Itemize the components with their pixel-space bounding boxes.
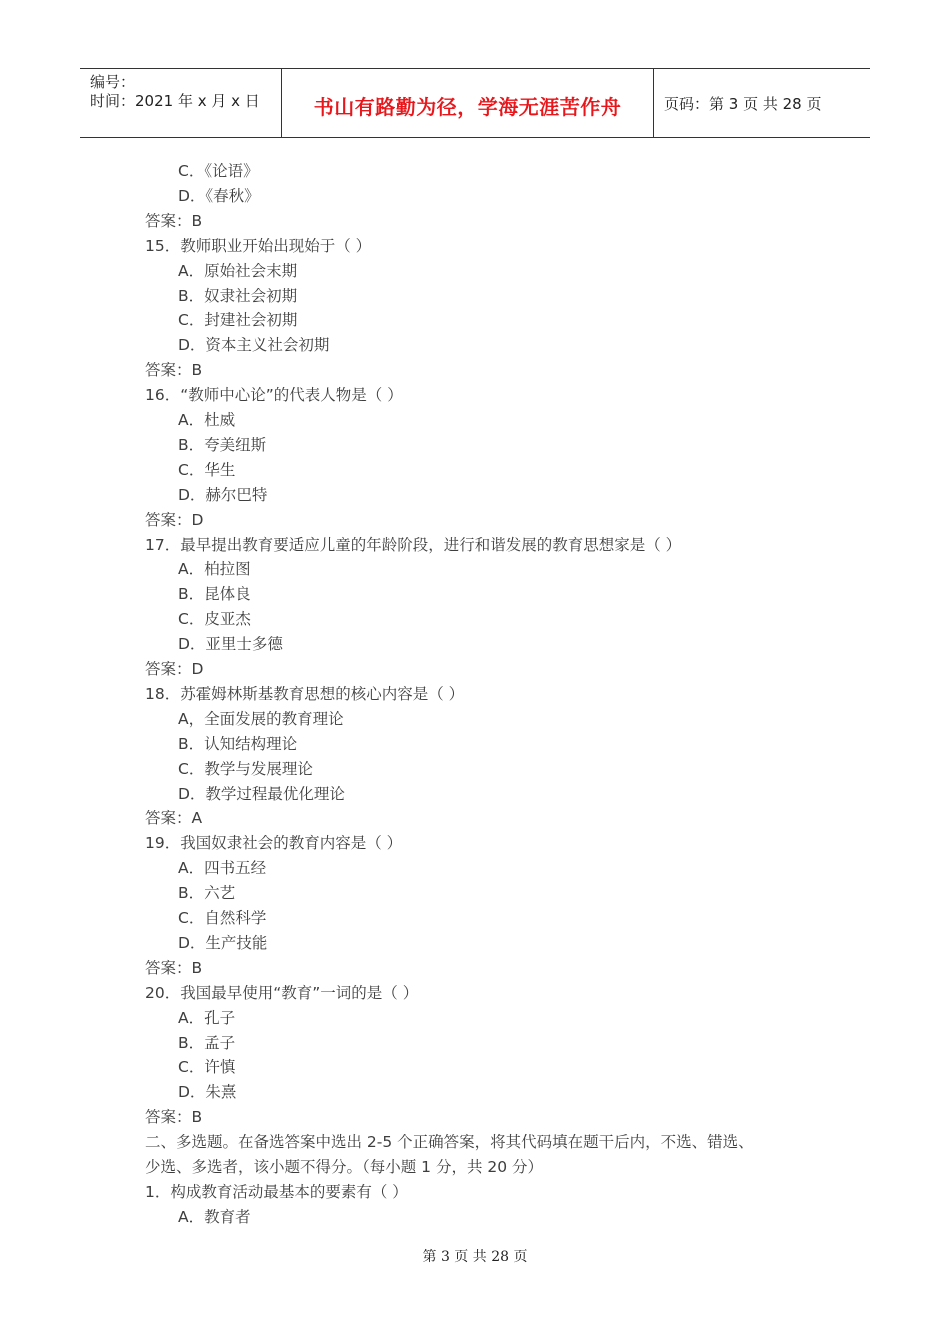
option-text: D．生产技能: [178, 933, 268, 952]
option-text: C．皮亚杰: [178, 610, 251, 629]
option-text: A．原始社会末期: [178, 261, 298, 280]
answer-text: 答案：B: [145, 211, 203, 230]
answer-text: 答案：D: [145, 660, 204, 678]
document-number-label: 编号：: [90, 73, 136, 91]
question-text: 19．我国奴隶社会的教育内容是（ ）: [145, 834, 403, 853]
option-text: D．朱熹: [178, 1083, 237, 1102]
option-text: A．柏拉图: [178, 560, 251, 579]
answer-text: 答案：B: [145, 958, 203, 977]
option-text: D．教学过程最优化理论: [178, 784, 345, 803]
question-text: 16．“教师中心论”的代表人物是（ ）: [145, 386, 403, 405]
option-text: B．昆体良: [178, 585, 251, 604]
option-text: C．教学与发展理论: [178, 759, 313, 778]
option-text: A．教育者: [178, 1207, 251, 1226]
header-motto-cell: [282, 69, 654, 137]
option-text: C．封建社会初期: [178, 311, 298, 330]
option-text: A，全面发展的教育理论: [178, 709, 344, 728]
option-text: C．《论语》: [178, 162, 259, 180]
header-page-number: 页码：第 3 页 共 28 页: [664, 95, 822, 113]
header-motto: 书山有路勤为径，学海无涯苦作舟: [313, 95, 622, 119]
option-text: B．六艺: [178, 884, 236, 903]
answer-text: 答案：B: [145, 1108, 203, 1127]
question-text: 15．教师职业开始出现始于（ ）: [145, 236, 372, 255]
section-instruction: 二、多选题。在备选答案中选出 2-5 个正确答案，将其代码填在题干后内，不选、错选、: [145, 1133, 754, 1152]
section-instruction: 少选、多选者，该小题不得分。（每小题 1 分，共 20 分）: [145, 1158, 544, 1176]
question-text: 18．苏霍姆林斯基教育思想的核心内容是（ ）: [145, 684, 465, 703]
option-text: B．孟子: [178, 1033, 236, 1052]
option-text: D．资本主义社会初期: [178, 336, 330, 355]
answer-text: 答案：B: [145, 361, 203, 380]
answer-text: 答案：D: [145, 510, 204, 529]
option-text: A．孔子: [178, 1008, 236, 1027]
page-footer: 第 3 页 共 28 页: [422, 1249, 528, 1265]
question-text: 1．构成教育活动最基本的要素有（ ）: [145, 1182, 408, 1201]
header-page-cell: [654, 69, 870, 137]
header-info-cell: [80, 69, 282, 137]
option-text: C．自然科学: [178, 909, 267, 927]
option-text: B．奴隶社会初期: [178, 286, 298, 305]
option-text: A．杜威: [178, 411, 236, 429]
option-text: C．许慎: [178, 1058, 236, 1077]
option-text: B．认知结构理论: [178, 734, 298, 753]
option-text: B．夸美纽斯: [178, 435, 267, 454]
answer-text: 答案：A: [145, 809, 203, 828]
document-time-label: 时间：2021 年 x 月 x 日: [90, 92, 260, 110]
option-text: A．四书五经: [178, 859, 267, 878]
option-text: C．华生: [178, 460, 236, 479]
option-text: D．亚里士多德: [178, 635, 283, 654]
question-text: 20．我国最早使用“教育”一词的是（ ）: [145, 983, 419, 1002]
page-header: [80, 68, 870, 138]
option-text: D．《春秋》: [178, 186, 260, 205]
option-text: D．赫尔巴特: [178, 485, 268, 504]
question-text: 17．最早提出教育要适应儿童的年龄阶段，进行和谐发展的教育思想家是（ ）: [145, 535, 682, 554]
